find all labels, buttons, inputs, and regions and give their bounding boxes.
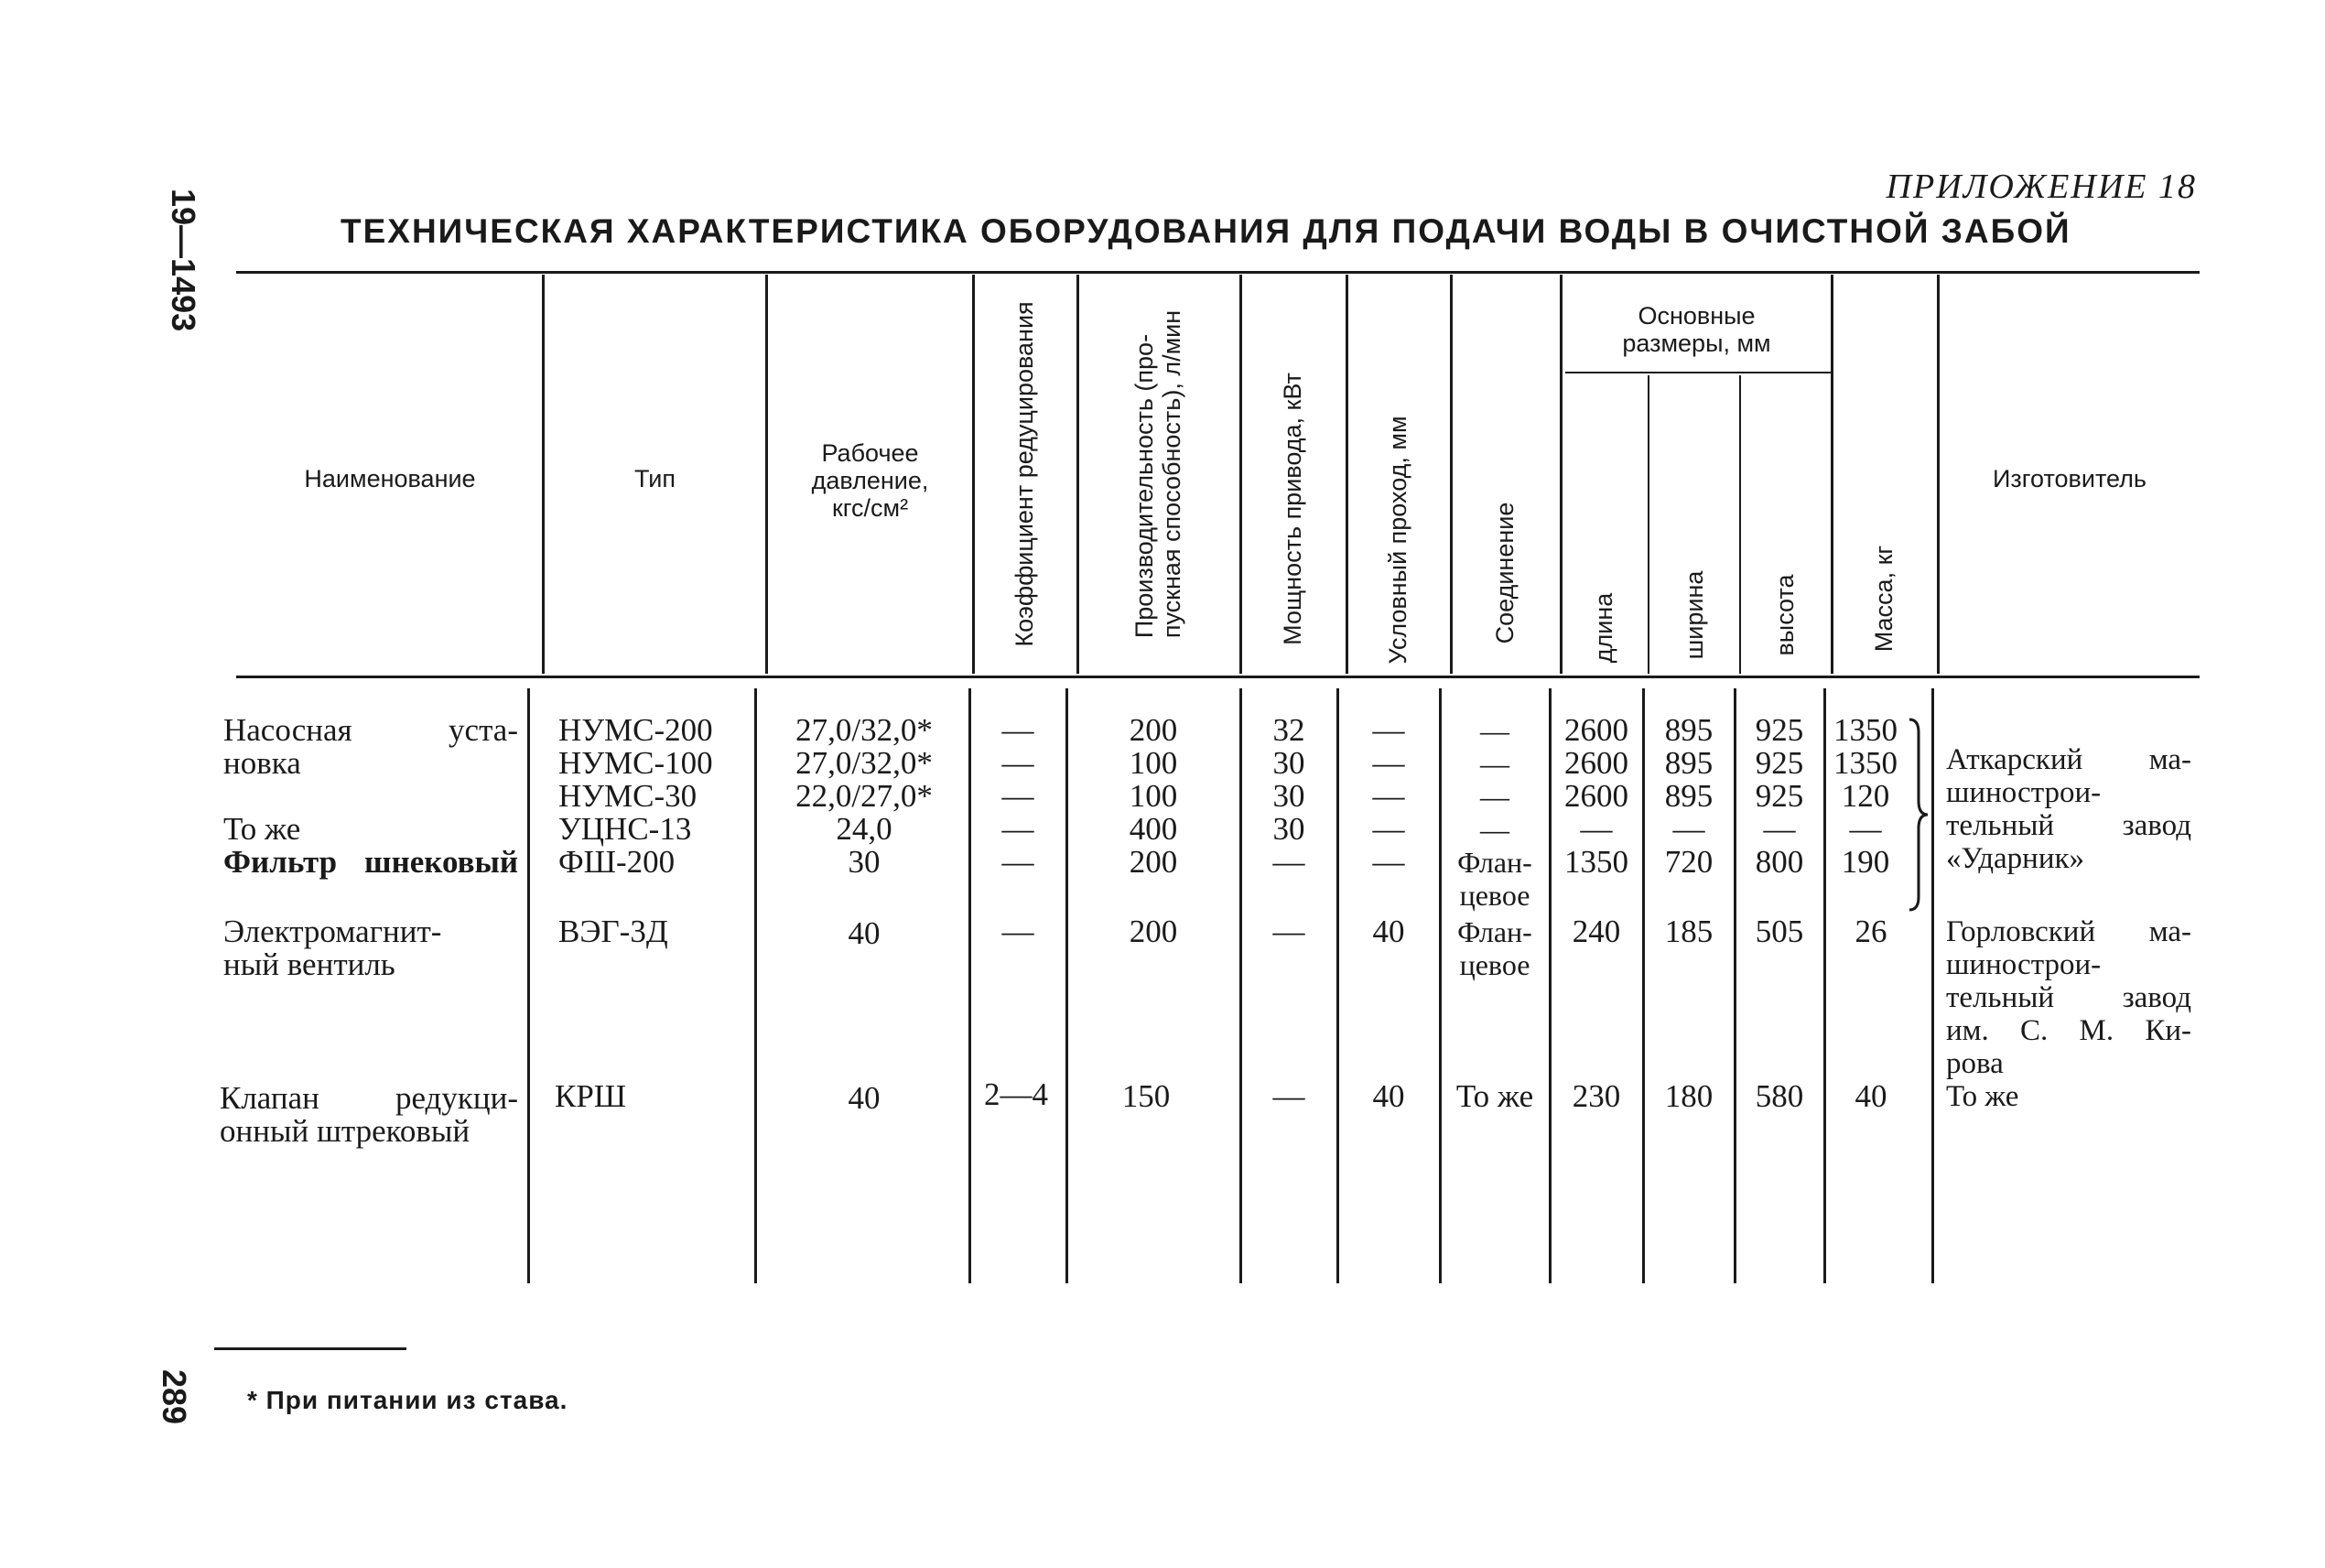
body-col-divider — [1065, 688, 1068, 1283]
header-capacity: Производительность (про- пускная способность), л/мин — [1130, 309, 1185, 639]
group1-masses: 1350 1350 120 — 190 — [1833, 712, 1898, 880]
klapan-type: КРШ — [555, 1078, 627, 1114]
header-height: высота — [1771, 574, 1799, 656]
valve-length: 240 — [1572, 914, 1621, 949]
klapan-reduction: 2—4 — [984, 1076, 1048, 1112]
header-col-divider — [972, 275, 975, 674]
group1-names: Насосная уста- новка То же Фильтр шнековый — [223, 712, 518, 880]
body-col-divider — [754, 688, 757, 1283]
appendix-label: ПРИЛОЖЕНИЕ 18 — [1886, 168, 2197, 206]
body-col-divider — [527, 688, 530, 1283]
body-col-divider — [1642, 688, 1645, 1283]
group1-heights: 925 925 925 — 800 — [1755, 712, 1804, 880]
header-bore: Условный проход, мм — [1384, 416, 1411, 665]
header-pressure: Рабочее давление, кгс/см² — [811, 439, 929, 522]
group1-lengths: 2600 2600 2600 — 1350 — [1564, 712, 1628, 880]
header-col-divider — [1346, 275, 1348, 674]
klapan-width: 180 — [1664, 1078, 1714, 1114]
valve-height: 505 — [1755, 914, 1804, 949]
page-title: ТЕХНИЧЕСКАЯ ХАРАКТЕРИСТИКА ОБОРУДОВАНИЯ ДЛЯ ПОДАЧИ ВОДЫ В ОЧИСТНОЙ ЗАБОЙ — [341, 212, 2071, 250]
klapan-height: 580 — [1755, 1078, 1804, 1114]
valve-type: ВЭГ-3Д — [558, 914, 668, 949]
group1-maker: Аткарский ма- шинострои- тельный завод «Ударник» — [1946, 743, 2191, 875]
header-bottom-rule — [236, 676, 2200, 678]
header-mass: Масса, кг — [1870, 545, 1898, 653]
header-connection: Соединение — [1491, 502, 1519, 644]
header-col-divider — [1239, 275, 1242, 674]
group1-bores: — — — — — — [1372, 712, 1405, 880]
klapan-mass: 40 — [1855, 1078, 1887, 1114]
header-reduction: Коэффициент редуцирования — [1011, 301, 1038, 647]
footnote-rule — [214, 1347, 406, 1350]
body-col-divider — [1549, 688, 1552, 1283]
klapan-maker: То же — [1946, 1080, 2019, 1113]
valve-connection: Флан- цевое — [1457, 915, 1532, 981]
valve-maker: Горловский ма- шинострои- тельный завод им. С. М. Ки- рова — [1946, 915, 2191, 1080]
klapan-length: 230 — [1572, 1078, 1621, 1114]
valve-reduction: — — [1001, 914, 1034, 949]
header-maker: Изготовитель — [1993, 465, 2147, 492]
valve-capacity: 200 — [1129, 914, 1178, 949]
header-col-divider — [1076, 275, 1079, 674]
body-col-divider — [1734, 688, 1736, 1283]
group1-widths: 895 895 895 — 720 — [1664, 712, 1714, 880]
valve-width: 185 — [1664, 914, 1714, 949]
klapan-name: Клапан редукци- онный штрековый — [220, 1080, 518, 1149]
header-col-divider — [1648, 375, 1649, 674]
valve-power: — — [1272, 914, 1305, 949]
klapan-bore: 40 — [1372, 1078, 1405, 1114]
group1-capacities: 200 100 100 400 200 — [1129, 712, 1178, 880]
header-col-divider — [1450, 275, 1453, 674]
group1-powers: 32 30 30 30 — — [1272, 712, 1305, 880]
valve-name: Электромагнит- ный вентиль — [223, 914, 442, 982]
body-col-divider — [1439, 688, 1442, 1283]
valve-mass: 26 — [1855, 914, 1887, 949]
group1-reductions: — — — — — — [1001, 712, 1034, 880]
group-brace — [1906, 714, 1933, 915]
header-type: Тип — [633, 465, 676, 492]
body-col-divider — [1239, 688, 1242, 1283]
body-col-divider — [968, 688, 971, 1283]
header-dimensions: Основные размеры, мм — [1622, 302, 1771, 357]
klapan-power: — — [1272, 1078, 1305, 1114]
valve-pressure: 40 — [848, 915, 881, 951]
header-power: Мощность привода, кВт — [1279, 373, 1306, 645]
table-top-rule — [236, 271, 2200, 274]
group1-types: НУМС-200 НУМС-100 НУМС-30 УЦНС-13 ФШ-200 — [558, 712, 713, 880]
page-number: 289 — [156, 1368, 193, 1425]
header-length: длина — [1590, 592, 1617, 664]
footnote: * При питании из става. — [247, 1386, 568, 1414]
header-col-divider — [1831, 275, 1833, 674]
klapan-connection: То же — [1455, 1078, 1534, 1114]
group1-connections: — — — — Флан- цевое — [1457, 714, 1532, 912]
body-col-divider — [1336, 688, 1339, 1283]
valve-bore: 40 — [1372, 914, 1405, 949]
header-name: Наименование — [304, 465, 476, 492]
header-width: ширина — [1681, 570, 1708, 660]
klapan-pressure: 40 — [848, 1080, 881, 1116]
side-sheet-number: 19—1493 — [165, 189, 202, 332]
dimensions-subrule — [1565, 372, 1831, 373]
group1-pressures: 27,0/32,0* 27,0/32,0* 22,0/27,0* 24,0 30 — [795, 712, 933, 880]
klapan-capacity: 150 — [1121, 1078, 1171, 1114]
header-col-divider — [1739, 375, 1741, 674]
